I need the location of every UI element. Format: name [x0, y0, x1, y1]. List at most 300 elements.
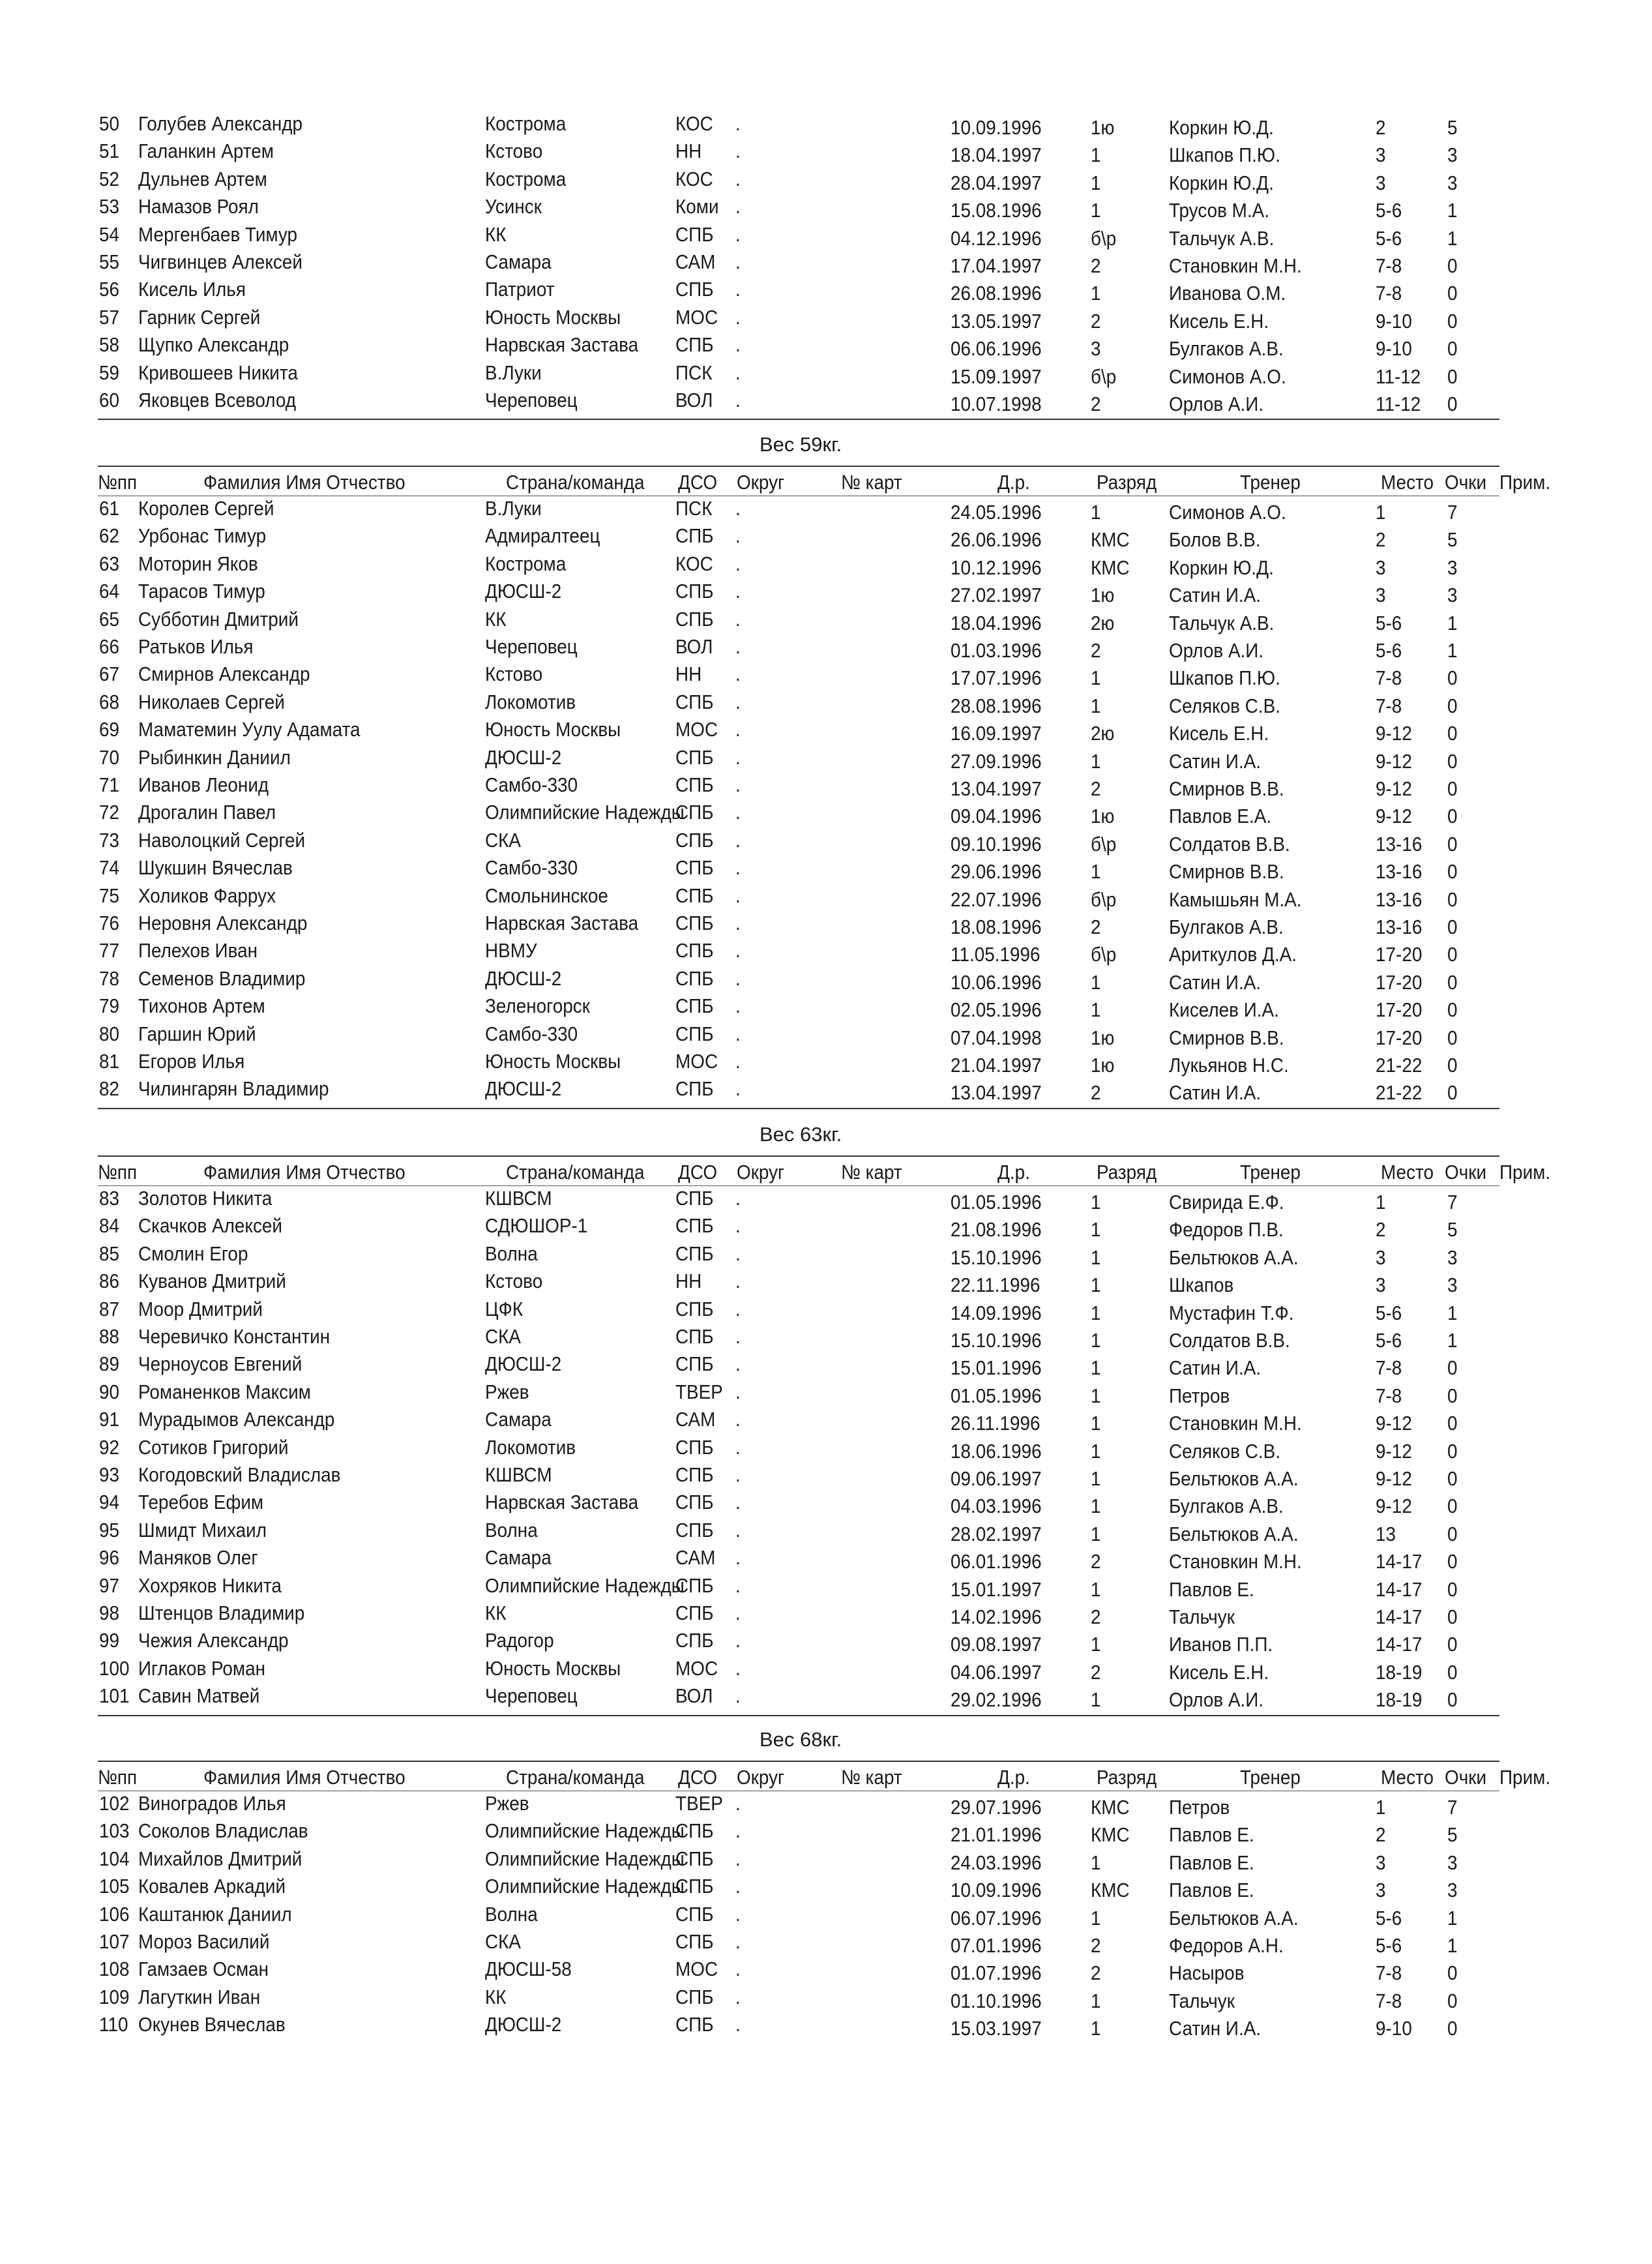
cell-team: В.Луки — [485, 361, 542, 384]
dso-dot-mark: . — [735, 884, 741, 907]
dso-dot-mark: . — [735, 1601, 741, 1624]
cell-dso: СПБ — [675, 994, 714, 1018]
cell-num: 108 — [99, 1958, 130, 1981]
cell-coach: Кисель Е.Н. — [1169, 722, 1269, 745]
cell-dso: МОС — [675, 1050, 718, 1073]
cell-dob: 22.07.1996 — [951, 887, 1042, 911]
cell-place: 7-8 — [1376, 1384, 1402, 1407]
cell-coach: Бельтюков А.А. — [1169, 1906, 1299, 1929]
cell-coach: Насыров — [1169, 1961, 1245, 1985]
cell-team: Самбо-330 — [485, 773, 578, 796]
cell-dso: МОС — [675, 305, 718, 329]
dso-dot-mark: . — [735, 1297, 741, 1320]
cell-dob: 15.10.1996 — [951, 1329, 1042, 1352]
cell-dob: 18.06.1996 — [951, 1439, 1042, 1463]
cell-points: 0 — [1447, 365, 1458, 388]
weight-value: 68кг. — [800, 1728, 842, 1751]
cell-rank: б\р — [1091, 943, 1117, 966]
cell-num: 96 — [99, 1546, 120, 1570]
cell-dso: МОС — [675, 1656, 718, 1680]
cell-dob: 28.04.1997 — [951, 171, 1042, 194]
cell-team: Олимпийские Надежды — [485, 1875, 685, 1898]
cell-place: 3 — [1376, 584, 1386, 607]
cell-points: 3 — [1447, 1879, 1458, 1902]
dso-dot-mark: . — [735, 745, 741, 769]
cell-name: Савин Матвей — [138, 1684, 260, 1708]
section-bottom-rule — [98, 419, 1499, 420]
cell-team: Юность Москвы — [485, 718, 621, 741]
cell-dob: 01.07.1996 — [951, 1961, 1042, 1985]
cell-dso: ПСК — [675, 497, 713, 520]
cell-dso: КОС — [675, 112, 713, 135]
cell-dso: СПБ — [675, 1297, 714, 1320]
cell-num: 61 — [99, 497, 120, 520]
cell-dso: СПБ — [675, 939, 714, 962]
cell-num: 71 — [99, 773, 120, 796]
weight-prefix: Вес — [760, 1728, 795, 1751]
cell-points: 1 — [1447, 1301, 1458, 1324]
cell-coach: Булгаков А.В. — [1169, 916, 1284, 938]
cell-team: Череповец — [485, 635, 578, 658]
cell-dso: СПБ — [675, 1847, 714, 1870]
cell-rank: 1 — [1091, 1439, 1101, 1463]
cell-coach: Смирнов В.В. — [1169, 1026, 1284, 1049]
cell-dso: СПБ — [675, 524, 714, 548]
cell-points: 0 — [1447, 282, 1458, 305]
cell-team: Череповец — [485, 1684, 578, 1708]
dso-dot-mark: . — [735, 912, 741, 934]
cell-dso: СПБ — [675, 1325, 714, 1348]
cell-coach: Иванова О.М. — [1169, 282, 1286, 305]
cell-points: 0 — [1447, 860, 1458, 884]
cell-name: Иванов Леонид — [138, 773, 269, 796]
cell-rank: 1 — [1091, 1906, 1101, 1929]
dso-dot-mark: . — [735, 1380, 741, 1403]
cell-name: Ковалев Аркадий — [138, 1875, 286, 1898]
cell-team: Кострома — [485, 552, 567, 575]
cell-num: 78 — [99, 966, 120, 990]
cell-points: 1 — [1447, 611, 1458, 634]
cell-points: 0 — [1447, 1688, 1458, 1712]
cell-points: 3 — [1447, 1245, 1458, 1269]
dso-dot-mark: . — [735, 1847, 741, 1870]
column-header-rank: Разряд — [1097, 1161, 1157, 1184]
cell-points: 7 — [1447, 501, 1458, 524]
cell-coach: Павлов Е. — [1169, 1879, 1254, 1902]
section-bottom-rule — [98, 1715, 1499, 1716]
cell-name: Чилингарян Владимир — [138, 1077, 329, 1101]
cell-points: 1 — [1447, 1934, 1458, 1957]
cell-coach: Петров — [1169, 1796, 1230, 1819]
cell-team: Локомотив — [485, 1435, 576, 1459]
cell-points: 0 — [1447, 832, 1458, 856]
cell-coach: Шкапов П.Ю. — [1169, 666, 1280, 690]
cell-points: 0 — [1447, 1495, 1458, 1518]
cell-place: 1 — [1376, 501, 1386, 524]
cell-rank: 1 — [1091, 1191, 1101, 1214]
cell-team: Кстово — [485, 1270, 543, 1293]
cell-rank: 2 — [1091, 1550, 1101, 1573]
cell-dob: 29.02.1996 — [951, 1688, 1042, 1712]
cell-coach: Павлов Е. — [1169, 1577, 1254, 1601]
cell-name: Кисель Илья — [138, 278, 246, 301]
cell-num: 52 — [99, 167, 120, 190]
dso-dot-mark: . — [735, 2013, 741, 2036]
cell-place: 2 — [1376, 528, 1386, 552]
cell-dob: 24.05.1996 — [951, 501, 1042, 524]
dso-dot-mark: . — [735, 305, 741, 329]
cell-rank: 1 — [1091, 1989, 1101, 2012]
cell-place: 5-6 — [1376, 1906, 1402, 1929]
cell-team: Юность Москвы — [485, 305, 621, 329]
cell-points: 5 — [1447, 116, 1458, 139]
cell-place: 9-10 — [1376, 337, 1412, 361]
cell-rank: 1 — [1091, 501, 1101, 524]
dso-dot-mark: . — [735, 801, 741, 824]
cell-name: Гарник Сергей — [138, 305, 261, 329]
cell-dob: 18.08.1996 — [951, 916, 1042, 938]
dso-dot-mark: . — [735, 112, 741, 135]
cell-num: 99 — [99, 1629, 120, 1652]
cell-coach: Павлов Е. — [1169, 1851, 1254, 1874]
cell-place: 9-12 — [1376, 749, 1412, 773]
cell-dso: СПБ — [675, 2013, 714, 2036]
column-header-coach: Тренер — [1240, 1766, 1301, 1789]
cell-coach: Кисель Е.Н. — [1169, 309, 1269, 333]
column-header-num: №пп — [98, 1161, 138, 1184]
cell-dob: 07.04.1998 — [951, 1026, 1042, 1049]
cell-name: Золотов Никита — [138, 1187, 273, 1210]
cell-dso: МОС — [675, 718, 718, 741]
cell-name: Шмидт Михаил — [138, 1518, 267, 1542]
column-header-dob: Д.р. — [997, 1161, 1030, 1184]
cell-num: 100 — [99, 1656, 130, 1680]
cell-points: 0 — [1447, 943, 1458, 966]
column-header-card: № карт — [841, 471, 902, 494]
cell-team: ДЮСШ-2 — [485, 1352, 562, 1376]
cell-rank: 3 — [1091, 337, 1101, 361]
cell-team: ДЮСШ-58 — [485, 1958, 572, 1981]
cell-dob: 18.04.1996 — [951, 611, 1042, 634]
cell-points: 3 — [1447, 584, 1458, 607]
cell-num: 55 — [99, 250, 120, 273]
cell-num: 73 — [99, 828, 120, 852]
cell-coach: Камышьян М.А. — [1169, 887, 1302, 911]
dso-dot-mark: . — [735, 663, 741, 686]
cell-dob: 14.02.1996 — [951, 1605, 1042, 1628]
column-header-dso: ДСО — [678, 471, 718, 494]
cell-num: 98 — [99, 1601, 120, 1624]
cell-num: 86 — [99, 1270, 120, 1293]
cell-team: Волна — [485, 1242, 538, 1265]
cell-dob: 27.02.1997 — [951, 584, 1042, 607]
cell-dob: 18.04.1997 — [951, 143, 1042, 167]
cell-points: 0 — [1447, 309, 1458, 333]
cell-dso: ВОЛ — [675, 1684, 713, 1708]
column-header-place: Место — [1381, 1161, 1434, 1184]
dso-dot-mark: . — [735, 1408, 741, 1431]
cell-rank: 1 — [1091, 860, 1101, 884]
cell-points: 7 — [1447, 1796, 1458, 1819]
cell-dob: 21.08.1996 — [951, 1218, 1042, 1242]
cell-place: 7-8 — [1376, 254, 1402, 277]
cell-place: 3 — [1376, 143, 1386, 167]
cell-dso: СПБ — [675, 1629, 714, 1652]
cell-team: Усинск — [485, 195, 542, 218]
cell-points: 0 — [1447, 1660, 1458, 1684]
cell-name: Каштанюк Даниил — [138, 1902, 292, 1926]
cell-dob: 27.09.1996 — [951, 749, 1042, 773]
cell-name: Куванов Дмитрий — [138, 1270, 286, 1293]
cell-team: Радогор — [485, 1629, 554, 1652]
cell-place: 3 — [1376, 1245, 1386, 1269]
cell-place: 14-17 — [1376, 1577, 1423, 1601]
cell-num: 75 — [99, 884, 120, 907]
cell-points: 0 — [1447, 1467, 1458, 1490]
dso-dot-mark: . — [735, 1656, 741, 1680]
cell-dso: СПБ — [675, 580, 714, 603]
column-header-rank: Разряд — [1097, 471, 1157, 494]
cell-coach: Тальчук А.В. — [1169, 611, 1275, 634]
cell-dob: 04.06.1997 — [951, 1660, 1042, 1684]
cell-team: Олимпийские Надежды — [485, 1847, 685, 1870]
cell-name: Рыбинкин Даниил — [138, 745, 291, 769]
cell-name: Соколов Владислав — [138, 1819, 308, 1843]
dso-dot-mark: . — [735, 828, 741, 852]
cell-points: 0 — [1447, 887, 1458, 911]
cell-points: 0 — [1447, 916, 1458, 938]
cell-points: 1 — [1447, 639, 1458, 662]
cell-dso: НН — [675, 1270, 702, 1293]
cell-coach: Федоров П.В. — [1169, 1218, 1284, 1242]
cell-points: 3 — [1447, 1851, 1458, 1874]
cell-dob: 28.02.1997 — [951, 1522, 1042, 1545]
cell-dob: 01.05.1996 — [951, 1384, 1042, 1407]
cell-num: 66 — [99, 635, 120, 658]
cell-dob: 01.05.1996 — [951, 1191, 1042, 1214]
cell-dso: СПБ — [675, 1875, 714, 1898]
cell-rank: 1 — [1091, 998, 1101, 1022]
cell-team: ДЮСШ-2 — [485, 1077, 562, 1101]
cell-team: ДЮСШ-2 — [485, 2013, 562, 2036]
cell-team: В.Луки — [485, 497, 542, 520]
cell-team: Самбо-330 — [485, 856, 578, 880]
cell-name: Романенков Максим — [138, 1380, 311, 1403]
weight-class-title — [760, 433, 842, 456]
cell-dso: ВОЛ — [675, 389, 713, 411]
cell-place: 5-6 — [1376, 611, 1402, 634]
dso-dot-mark: . — [735, 1187, 741, 1210]
cell-place: 13-16 — [1376, 860, 1423, 884]
cell-place: 7-8 — [1376, 1989, 1402, 2012]
cell-coach: Становкин М.Н. — [1169, 1412, 1302, 1435]
cell-name: Гаршин Юрий — [138, 1022, 256, 1045]
column-header-note: Прим. — [1499, 1161, 1551, 1184]
dso-dot-mark: . — [735, 222, 741, 246]
column-header-note: Прим. — [1499, 471, 1551, 494]
dso-dot-mark: . — [735, 1930, 741, 1953]
cell-place: 7-8 — [1376, 1356, 1402, 1380]
cell-dob: 17.07.1996 — [951, 666, 1042, 690]
cell-num: 97 — [99, 1573, 120, 1597]
cell-num: 53 — [99, 195, 120, 218]
cell-rank: 2 — [1091, 777, 1101, 800]
cell-rank: КМС — [1091, 1879, 1130, 1902]
cell-points: 0 — [1447, 1026, 1458, 1049]
header-bottom-rule — [98, 1185, 1499, 1186]
cell-points: 0 — [1447, 694, 1458, 717]
cell-coach: Сатин И.А. — [1169, 1356, 1261, 1380]
cell-team: Самара — [485, 1408, 552, 1431]
dso-dot-mark: . — [735, 1902, 741, 1926]
cell-name: Сотиков Григорий — [138, 1435, 289, 1459]
cell-dob: 17.04.1997 — [951, 254, 1042, 277]
cell-points: 0 — [1447, 1081, 1458, 1105]
cell-place: 9-12 — [1376, 1495, 1412, 1518]
cell-coach: Селяков С.В. — [1169, 1439, 1280, 1463]
dso-dot-mark: . — [735, 389, 741, 411]
cell-rank: 1 — [1091, 1577, 1101, 1601]
cell-points: 3 — [1447, 556, 1458, 579]
cell-points: 5 — [1447, 528, 1458, 552]
cell-place: 11-12 — [1376, 393, 1421, 415]
cell-num: 79 — [99, 994, 120, 1018]
cell-rank: 2 — [1091, 1605, 1101, 1628]
cell-rank: 1 — [1091, 1688, 1101, 1712]
dso-dot-mark: . — [735, 1819, 741, 1843]
column-header-okrug: Округ — [737, 471, 785, 494]
cell-dso: СПБ — [675, 966, 714, 990]
cell-dob: 02.05.1996 — [951, 998, 1042, 1022]
cell-points: 3 — [1447, 143, 1458, 167]
dso-dot-mark: . — [735, 1022, 741, 1045]
dso-dot-mark: . — [735, 1325, 741, 1348]
cell-dso: СПБ — [675, 1491, 714, 1514]
cell-name: Тарасов Тимур — [138, 580, 265, 603]
cell-team: Ржев — [485, 1792, 529, 1815]
cell-num: 80 — [99, 1022, 120, 1045]
cell-points: 0 — [1447, 1054, 1458, 1077]
cell-coach: Орлов А.И. — [1169, 639, 1264, 662]
cell-place: 9-10 — [1376, 2017, 1412, 2040]
dso-dot-mark: . — [735, 607, 741, 631]
weight-value: 63кг. — [800, 1123, 842, 1146]
column-header-dso: ДСО — [678, 1766, 718, 1789]
cell-place: 18-19 — [1376, 1660, 1423, 1684]
cell-rank: 1 — [1091, 2017, 1101, 2040]
cell-coach: Орлов А.И. — [1169, 1688, 1264, 1712]
cell-name: Кривошеев Никита — [138, 361, 298, 384]
cell-name: Холиков Фаррух — [138, 884, 276, 907]
cell-num: 56 — [99, 278, 120, 301]
cell-coach: Болов В.В. — [1169, 528, 1261, 552]
cell-rank: 2 — [1091, 309, 1101, 333]
cell-num: 95 — [99, 1518, 120, 1542]
cell-rank: 1 — [1091, 282, 1101, 305]
cell-place: 17-20 — [1376, 1026, 1423, 1049]
cell-rank: КМС — [1091, 528, 1130, 552]
column-header-dob: Д.р. — [997, 1766, 1030, 1789]
cell-coach: Шкапов — [1169, 1274, 1234, 1297]
cell-num: 64 — [99, 580, 120, 603]
cell-place: 5-6 — [1376, 1301, 1402, 1324]
dso-dot-mark: . — [735, 1684, 741, 1708]
dso-dot-mark: . — [735, 497, 741, 520]
cell-num: 59 — [99, 361, 120, 384]
cell-rank: 2 — [1091, 1081, 1101, 1105]
cell-num: 85 — [99, 1242, 120, 1265]
cell-team: СКА — [485, 1325, 522, 1348]
cell-coach: Симонов А.О. — [1169, 501, 1286, 524]
cell-dob: 04.03.1996 — [951, 1495, 1042, 1518]
column-header-name: Фамилия Имя Отчество — [203, 1161, 406, 1184]
cell-rank: б\р — [1091, 832, 1117, 856]
cell-name: Королев Сергей — [138, 497, 274, 520]
cell-coach: Орлов А.И. — [1169, 393, 1264, 415]
cell-dob: 15.10.1996 — [951, 1245, 1042, 1269]
dso-dot-mark: . — [735, 1629, 741, 1652]
cell-coach: Сатин И.А. — [1169, 970, 1261, 994]
cell-rank: 2 — [1091, 393, 1101, 415]
cell-num: 77 — [99, 939, 120, 962]
cell-place: 21-22 — [1376, 1054, 1423, 1077]
cell-place: 13-16 — [1376, 887, 1423, 911]
column-header-points: Очки — [1445, 1766, 1487, 1789]
column-header-team: Страна/команда — [506, 1161, 645, 1184]
cell-num: 84 — [99, 1214, 120, 1238]
cell-dob: 10.06.1996 — [951, 970, 1042, 994]
column-header-name: Фамилия Имя Отчество — [203, 471, 406, 494]
cell-dob: 11.05.1996 — [951, 943, 1040, 966]
cell-place: 14-17 — [1376, 1633, 1423, 1656]
cell-dob: 10.09.1996 — [951, 1879, 1042, 1902]
cell-name: Пелехов Иван — [138, 939, 258, 962]
cell-points: 0 — [1447, 1356, 1458, 1380]
cell-place: 13-16 — [1376, 916, 1423, 938]
cell-team: Кстово — [485, 663, 543, 686]
cell-place: 7-8 — [1376, 1961, 1402, 1985]
cell-coach: Становкин М.Н. — [1169, 254, 1302, 277]
cell-num: 72 — [99, 801, 120, 824]
dso-dot-mark: . — [735, 361, 741, 384]
cell-place: 9-12 — [1376, 777, 1412, 800]
cell-dob: 01.10.1996 — [951, 1989, 1042, 2012]
cell-num: 68 — [99, 690, 120, 713]
cell-team: ДЮСШ-2 — [485, 580, 562, 603]
column-header-card: № карт — [841, 1161, 902, 1184]
cell-num: 104 — [99, 1847, 130, 1870]
cell-place: 1 — [1376, 1191, 1386, 1214]
cell-dob: 06.07.1996 — [951, 1906, 1042, 1929]
column-header-coach: Тренер — [1240, 471, 1301, 494]
cell-points: 0 — [1447, 1989, 1458, 2012]
dso-dot-mark: . — [735, 1214, 741, 1238]
column-header-dso: ДСО — [678, 1161, 718, 1184]
cell-name: Хохряков Никита — [138, 1573, 282, 1597]
cell-team: СКА — [485, 1930, 522, 1953]
cell-points: 0 — [1447, 254, 1458, 277]
cell-team: Нарвская Застава — [485, 912, 639, 934]
cell-rank: КМС — [1091, 1823, 1130, 1847]
cell-coach: Солдатов В.В. — [1169, 1329, 1290, 1352]
cell-coach: Свирида Е.Ф. — [1169, 1191, 1284, 1214]
cell-name: Штенцов Владимир — [138, 1601, 305, 1624]
cell-rank: 1 — [1091, 1301, 1101, 1324]
cell-dso: СПБ — [675, 1985, 714, 2008]
cell-dob: 13.04.1997 — [951, 1081, 1042, 1105]
cell-points: 0 — [1447, 1384, 1458, 1407]
cell-dso: СПБ — [675, 1573, 714, 1597]
